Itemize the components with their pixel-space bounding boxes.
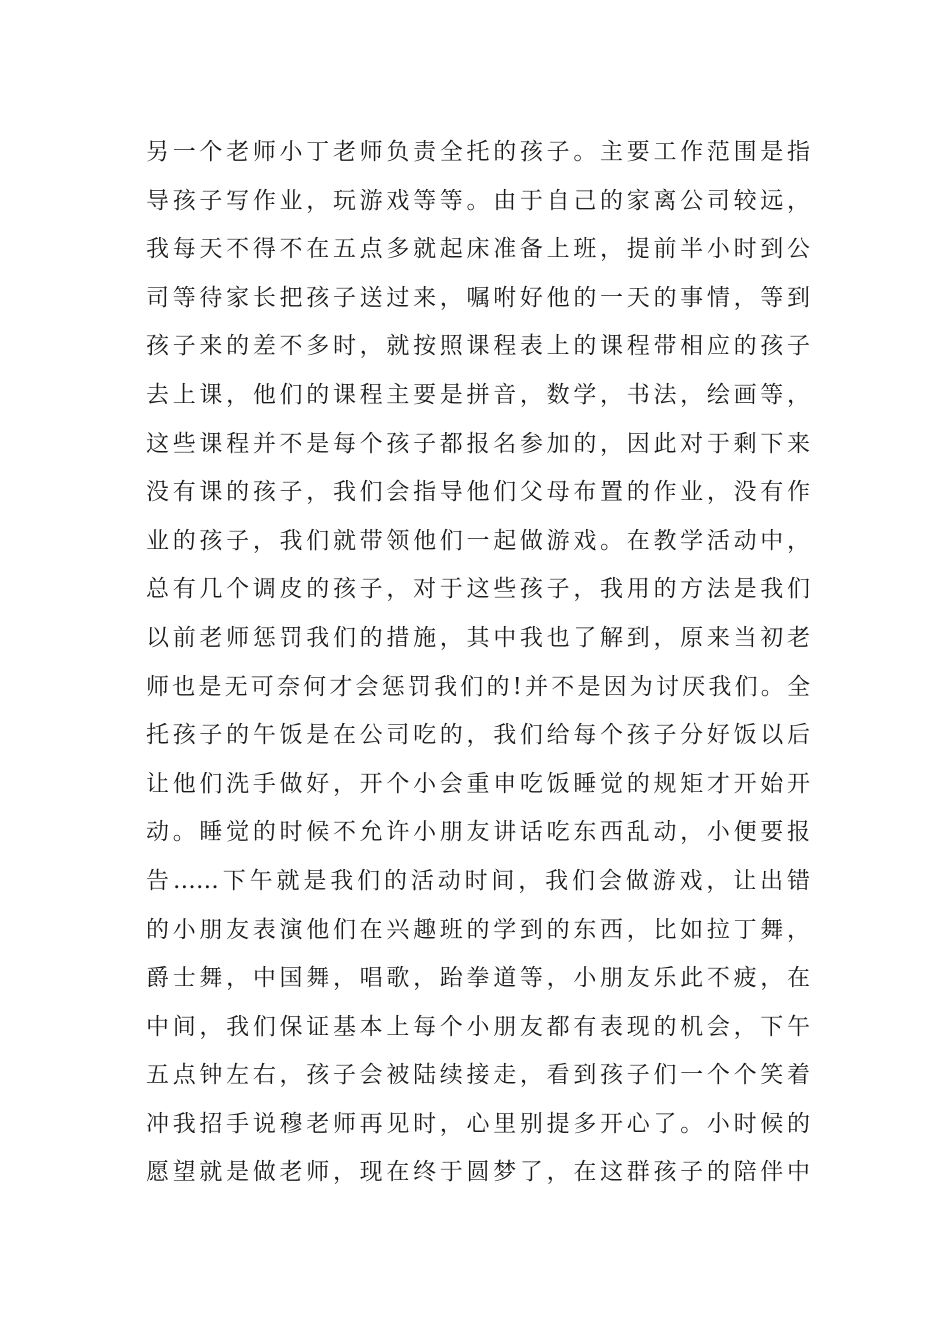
text-line: 托孩子的午饭是在公司吃的，我们给每个孩子分好饭以后 [146, 722, 810, 749]
text-line: 总有几个调皮的孩子，对于这些孩子，我用的方法是我们 [146, 576, 810, 603]
text-line: 让他们洗手做好，开个小会重申吃饭睡觉的规矩才开始开 [146, 770, 810, 797]
text-line: 告……下午就是我们的活动时间，我们会做游戏，让出错 [146, 867, 810, 894]
text-line: 师也是无可奈何才会惩罚我们的!并不是因为讨厌我们。全 [146, 673, 810, 700]
text-line: 爵士舞，中国舞，唱歌，跆拳道等，小朋友乐此不疲，在 [146, 965, 810, 992]
text-line: 孩子来的差不多时，就按照课程表上的课程带相应的孩子 [146, 333, 810, 360]
text-line: 导孩子写作业，玩游戏等等。由于自己的家离公司较远， [146, 187, 810, 214]
text-line: 动。睡觉的时候不允许小朋友讲话吃东西乱动，小便要报 [146, 819, 810, 846]
text-line: 没有课的孩子，我们会指导他们父母布置的作业，没有作 [146, 479, 810, 506]
text-line: 我每天不得不在五点多就起床准备上班，提前半小时到公 [146, 236, 810, 263]
text-line: 冲我招手说穆老师再见时，心里别提多开心了。小时候的 [146, 1110, 810, 1137]
text-line: 业的孩子，我们就带领他们一起做游戏。在教学活动中， [146, 527, 810, 554]
text-line: 司等待家长把孩子送过来，嘱咐好他的一天的事情，等到 [146, 284, 810, 311]
body-paragraph [146, 128, 810, 1197]
text-line: 去上课，他们的课程主要是拼音，数学，书法，绘画等， [146, 381, 810, 408]
text-line: 另一个老师小丁老师负责全托的孩子。主要工作范围是指 [146, 139, 810, 165]
text-line: 愿望就是做老师，现在终于圆梦了，在这群孩子的陪伴中 [146, 1159, 810, 1186]
text-line: 这些课程并不是每个孩子都报名参加的，因此对于剩下来 [146, 430, 810, 457]
text-line: 五点钟左右，孩子会被陆续接走，看到孩子们一个个笑着 [146, 1062, 810, 1089]
text-line: 的小朋友表演他们在兴趣班的学到的东西，比如拉丁舞， [146, 916, 810, 943]
text-line: 以前老师惩罚我们的措施，其中我也了解到，原来当初老 [146, 624, 810, 651]
text-line: 中间，我们保证基本上每个小朋友都有表现的机会，下午 [146, 1013, 810, 1040]
